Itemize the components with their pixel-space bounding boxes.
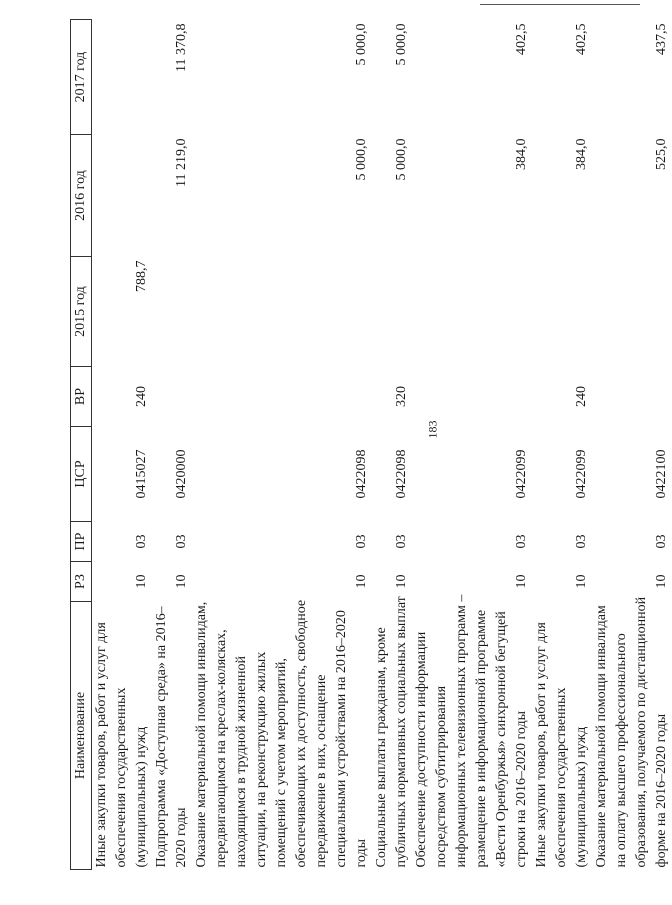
row-name-line: на оплату высшего профессионального xyxy=(614,633,629,868)
row-name-line: образования, получаемого по дистанционной xyxy=(634,596,649,868)
value-2016 xyxy=(372,135,412,257)
pr-cell xyxy=(192,522,372,562)
rz-cell-text: 10 xyxy=(354,574,369,589)
table-row xyxy=(152,20,192,870)
value-2017-text: 402,5 xyxy=(514,23,529,55)
header-2015: 2015 год xyxy=(71,257,92,367)
header-vr: ВР xyxy=(71,367,92,427)
rz-cell-text: 10 xyxy=(514,574,529,589)
row-name-line: Обеспечение доступности информации xyxy=(414,631,429,868)
row-name-line: размещение в информационной программе xyxy=(474,609,489,868)
rz-cell xyxy=(92,562,153,602)
pr-cell-text: 03 xyxy=(354,534,369,549)
row-name-line: «Вести Оренбуржья» синхронной бегущей xyxy=(494,611,509,868)
table-row xyxy=(532,20,592,870)
pr-cell xyxy=(372,522,412,562)
row-name-line: ситуации, на реконструкцию жилых xyxy=(254,651,269,868)
table-row xyxy=(92,20,153,870)
pr-cell-text: 03 xyxy=(574,534,589,549)
row-name-line: обеспечения государственных xyxy=(114,687,129,868)
table-row xyxy=(192,20,372,870)
csr-cell xyxy=(592,427,672,522)
value-2017 xyxy=(152,20,192,135)
header-rz: РЗ xyxy=(71,562,92,602)
value-2015-text: 788,7 xyxy=(134,260,149,292)
vr-cell xyxy=(532,367,592,427)
value-2015 xyxy=(372,257,412,367)
value-2017 xyxy=(92,20,153,135)
pr-cell-text: 03 xyxy=(394,534,409,549)
csr-cell-text: 0422100 xyxy=(654,449,669,499)
top-rule xyxy=(480,4,640,5)
row-name-line: Социальные выплаты гражданам, кроме xyxy=(374,627,389,868)
vr-cell xyxy=(152,367,192,427)
value-2015 xyxy=(592,257,672,367)
value-2017-text: 402,5 xyxy=(574,23,589,55)
rz-cell-text: 10 xyxy=(134,574,149,589)
value-2017-text: 5 000,0 xyxy=(394,23,409,66)
value-2016-text: 5 000,0 xyxy=(354,138,369,181)
value-2016 xyxy=(532,135,592,257)
pr-cell xyxy=(152,522,192,562)
row-name-line: передвижение в них, оснащение xyxy=(314,674,329,868)
row-name-line: находящимся в трудной жизненной xyxy=(234,656,249,868)
header-row xyxy=(71,20,92,870)
row-name-line: форме на 2016–2020 годы xyxy=(654,713,669,868)
value-2015 xyxy=(152,257,192,367)
vr-cell xyxy=(92,367,153,427)
pr-cell xyxy=(92,522,153,562)
value-2016 xyxy=(592,135,672,257)
row-name-line: (муниципальных) нужд xyxy=(574,726,589,868)
page-number: 183 xyxy=(425,420,440,439)
value-2016 xyxy=(152,135,192,257)
row-name-line: обеспечивающих их доступность, свободное xyxy=(294,599,309,868)
table-row xyxy=(592,20,672,870)
rz-cell-text: 10 xyxy=(654,574,669,589)
table-row xyxy=(372,20,412,870)
row-name-line: публичных нормативных социальных выплат xyxy=(394,596,409,868)
header-pr: ПР xyxy=(71,522,92,562)
header-2017: 2017 год xyxy=(71,20,92,135)
row-name-line: строки на 2016–2020 годы xyxy=(514,710,529,868)
rz-cell-text: 10 xyxy=(394,574,409,589)
row-name-cell xyxy=(152,602,192,870)
pr-cell-text: 03 xyxy=(134,534,149,549)
vr-cell-text: 320 xyxy=(394,386,409,407)
value-2016-text: 384,0 xyxy=(514,138,529,170)
pr-cell xyxy=(532,522,592,562)
row-name-line: Подпрограмма «Доступная среда» на 2016– xyxy=(154,606,169,868)
rz-cell xyxy=(152,562,192,602)
row-name-line: Оказание материальной помощи инвалидам xyxy=(594,605,609,868)
value-2017-text: 5 000,0 xyxy=(354,23,369,66)
pr-cell-text: 03 xyxy=(654,534,669,549)
row-name-line: (муниципальных) нужд xyxy=(134,726,149,868)
vr-cell xyxy=(192,367,372,427)
pr-cell xyxy=(592,522,672,562)
value-2017 xyxy=(372,20,412,135)
csr-cell-text: 0422099 xyxy=(574,449,589,499)
row-name-line: 2020 годы xyxy=(174,807,189,868)
row-name-line: информационных телевизионных программ – xyxy=(454,594,469,868)
row-name-line: годы xyxy=(354,838,369,868)
row-name-line: Иные закупки товаров, работ и услуг для xyxy=(94,622,109,868)
header-csr: ЦСР xyxy=(71,427,92,522)
rz-cell-text: 10 xyxy=(174,574,189,589)
rotated-sheet xyxy=(70,20,669,870)
rz-cell xyxy=(192,562,372,602)
row-name-line: помещений с учетом мероприятий, xyxy=(274,658,289,868)
header-2016: 2016 год xyxy=(71,135,92,257)
vr-cell xyxy=(412,367,532,427)
row-name-line: обеспечения государственных xyxy=(554,687,569,868)
pr-cell-text: 03 xyxy=(514,534,529,549)
table-row xyxy=(412,20,532,870)
value-2017-text: 11 370,8 xyxy=(174,23,189,72)
csr-cell-text: 0415027 xyxy=(134,449,149,499)
rz-cell-text: 10 xyxy=(574,574,589,589)
value-2016-text: 525,0 xyxy=(654,138,669,170)
row-name-line: посредством субтитрирования xyxy=(434,685,449,868)
value-2016-text: 384,0 xyxy=(574,138,589,170)
csr-cell xyxy=(372,427,412,522)
value-2017 xyxy=(192,20,372,135)
row-name-cell xyxy=(372,596,412,870)
row-name-line: Иные закупки товаров, работ и услуг для xyxy=(534,622,549,868)
value-2015 xyxy=(412,257,532,367)
rz-cell xyxy=(412,562,532,602)
row-name-cell xyxy=(92,602,153,870)
pr-cell xyxy=(412,522,532,562)
value-2015 xyxy=(532,257,592,367)
value-2015 xyxy=(92,257,153,367)
csr-cell xyxy=(152,427,192,522)
rz-cell xyxy=(532,562,592,602)
value-2016 xyxy=(92,135,153,257)
row-name-cell xyxy=(412,594,532,870)
vr-cell-text: 240 xyxy=(134,386,149,407)
csr-cell xyxy=(192,427,372,522)
header-name: Наименование xyxy=(71,602,92,870)
value-2017 xyxy=(532,20,592,135)
row-name-cell xyxy=(532,602,592,870)
value-2017 xyxy=(592,20,672,135)
value-2015 xyxy=(192,257,372,367)
vr-cell xyxy=(592,367,672,427)
value-2016 xyxy=(192,135,372,257)
pr-cell-text: 03 xyxy=(174,534,189,549)
value-2016-text: 11 219,0 xyxy=(174,138,189,187)
csr-cell-text: 0422098 xyxy=(394,449,409,499)
budget-table xyxy=(70,19,672,870)
value-2016-text: 5 000,0 xyxy=(394,138,409,181)
row-name-line: передвигающимся на креслах-колясках, xyxy=(214,629,229,868)
csr-cell-text: 0422098 xyxy=(354,449,369,499)
csr-cell xyxy=(92,427,153,522)
value-2017 xyxy=(412,20,532,135)
csr-cell xyxy=(532,427,592,522)
csr-cell xyxy=(412,427,532,522)
value-2016 xyxy=(412,135,532,257)
vr-cell-text: 240 xyxy=(574,386,589,407)
row-name-line: Оказание материальной помощи инвалидам, xyxy=(194,601,209,868)
row-name-line: специальными устройствами на 2016–2020 xyxy=(334,610,349,868)
vr-cell xyxy=(372,367,412,427)
value-2017-text: 437,5 xyxy=(654,23,669,55)
rz-cell xyxy=(592,562,672,602)
row-name-cell xyxy=(192,599,372,870)
csr-cell-text: 0420000 xyxy=(174,449,189,499)
csr-cell-text: 0422099 xyxy=(514,449,529,499)
table-body xyxy=(92,20,672,870)
row-name-cell xyxy=(592,596,672,870)
